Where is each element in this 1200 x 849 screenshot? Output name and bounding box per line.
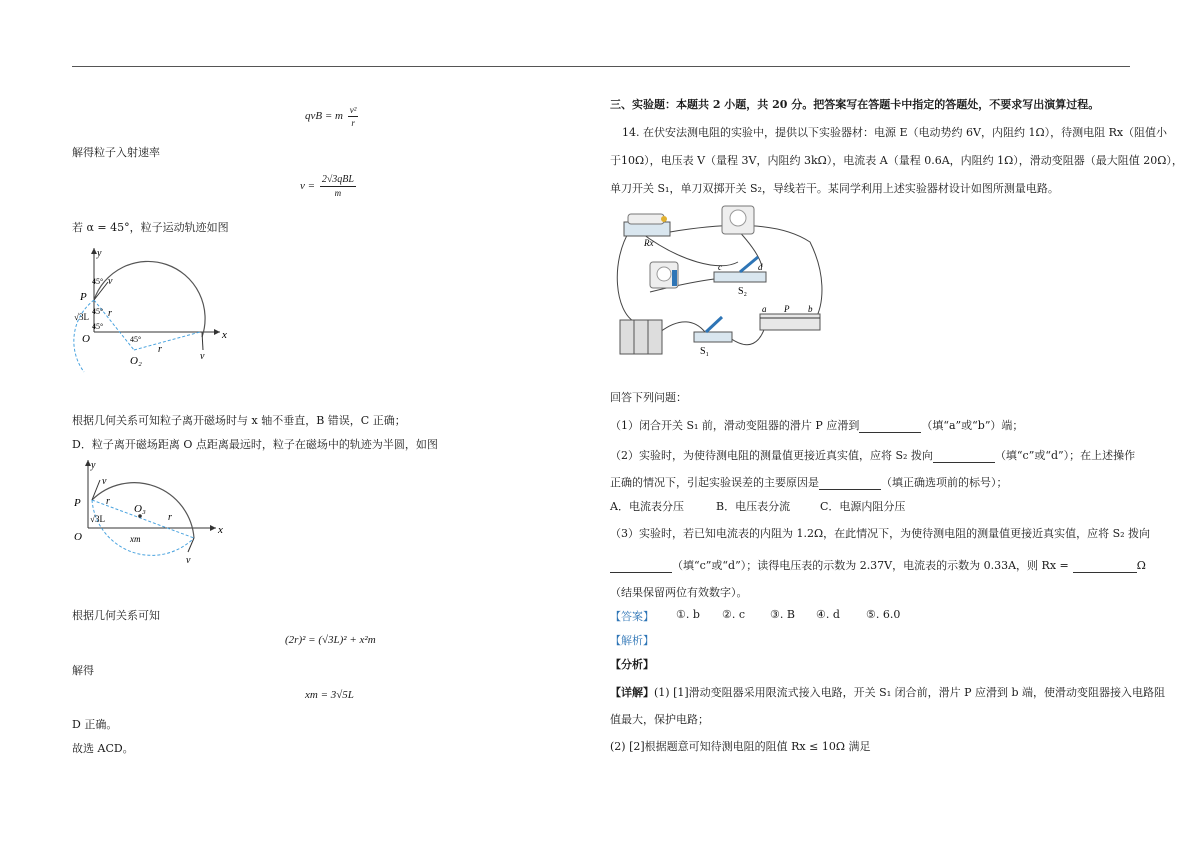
terminal-a-label: a [762,304,767,314]
velocity-label: v [186,555,191,566]
choose-text: 故选 ACD。 [72,742,134,755]
part-3c: （结果保留两位有效数字）。 [610,586,748,599]
x-axis-label: x [222,329,227,341]
blank-3[interactable] [819,489,881,490]
angle-45-mid: 45° [92,307,104,316]
solve-2-text: 解得 [72,664,94,677]
y-axis-label: y [97,248,102,259]
velocity-label-top: v [102,476,107,487]
velocity-label: v [200,351,205,362]
blank-1[interactable] [859,432,921,433]
terminal-b-label: b [808,304,813,314]
trajectory-diagram-semicircle [70,456,230,581]
answer-5: ⑤. 6.0 [866,608,901,621]
slider-p-label: P [784,304,790,314]
header-rule [72,66,1130,67]
terminal-c-label: c [718,262,722,272]
xm-label: xm [130,534,141,544]
terminal-d-label: d [758,262,763,272]
origin-label: O [82,333,90,345]
section-heading: 三、实验题：本题共 2 小题，共 20 分。把答案写在答题卡中指定的答题处，不要求写出演算过程。 [610,98,1100,111]
part-1: （1）闭合开关 S₁ 前，滑动变阻器的滑片 P 应滑到 （填“a”或“b”）端； [610,419,1024,432]
geometry-2-text: 根据几何关系可知 [72,609,160,622]
x-axis-label: x [218,524,223,536]
solve-velocity-text: 解得粒子入射速率 [72,146,160,159]
answer-2: ②. c [722,608,746,621]
part-2a: （2）实验时，为使待测电阻的测量值更接近真实值，应将 S₂ 拨向 （填“c”或“d”）；在上述操作 [610,449,1136,462]
geometry-b-text: 根据几何关系可知粒子离开磁场时与 x 轴不垂直，B 错误，C 正确； [72,414,406,427]
origin-label: O [74,531,82,543]
radius-label: r [108,308,112,319]
q14-line1: 14. 在伏安法测电阻的实验中，提供以下实验器材：电源 E（电动势约 6V，内阻约 1Ω），待测电阻 Rx（阻值小 [622,126,1168,139]
trajectory-diagram-45 [70,242,240,377]
velocity-label-top: v [108,276,113,287]
option-b: B．电压表分流 [716,500,791,513]
blank-2[interactable] [933,462,995,463]
answer-label: 【答案】 [610,610,654,623]
s1-label: S₁ [700,346,710,357]
part-3b: （填“c”或“d”）；读得电压表的示数为 2.37V，电流表的示数为 0.33A，则 Rx = Ω [610,557,1146,573]
angle-45-o2: 45° [130,335,142,344]
answer-4: ④. d [816,608,840,621]
angle-45-top: 45° [92,277,104,286]
center-o3-label: O₃ [134,503,146,515]
center-o2-label: O₂ [130,355,142,367]
fenxi-label: 【分析】 [610,658,654,671]
answer-1: ①. b [676,608,700,621]
radius-label: r [106,496,110,507]
angle-45-low: 45° [92,322,104,331]
d-correct-text: D 正确。 [72,718,118,731]
rx-label: Rx [644,238,654,248]
equation-4: xm = 3√5L [305,689,354,701]
q14-line3: 单刀开关 S₁，单刀双掷开关 S₂，导线若干。某同学利用上述实验器材设计如图所测量电路。 [610,182,1059,195]
xiangjie-line3: (2) [2]根据题意可知待测电阻的阻值 Rx ≤ 10Ω 满足 [610,740,871,753]
equation-3: (2r)² = (√3L)² + x²m [285,634,376,646]
radius-label-2: r [158,344,162,355]
y-axis-label: y [91,460,96,471]
option-c: C．电源内阻分压 [820,500,906,513]
xiangjie-line2: 值最大，保护电路； [610,713,709,726]
equation-1: qvB = m $\frac{\text{v²}}{r}$ [305,105,357,128]
part-3a: （3）实验时，若已知电流表的内阻为 1.2Ω，在此情况下，为使待测电阻的测量值更接近真实值，应将 S₂ 拨向 [610,527,1151,540]
sqrt3l-label: √3L [90,514,105,524]
sqrt3l-label: √3L [74,312,89,322]
part-2b: 正确的情况下，引起实验误差的主要原因是 （填正确选项前的标号）； [610,476,1008,489]
point-p-label: P [74,497,81,509]
answer-3: ③. B [770,608,795,621]
blank-5[interactable] [1073,572,1137,573]
radius-label-2: r [168,512,172,523]
equation-2: v = $\frac{\text{2√3qBL}}{m}$ [300,174,354,198]
blank-4[interactable] [610,572,672,573]
q14-line2: 于10Ω），电压表 V（量程 3V，内阻约 3kΩ），电流表 A（量程 0.6A，内阻约 1Ω），滑动变阻器（最大阻值 20Ω）， [610,154,1183,167]
s2-label: S₂ [738,286,748,297]
xiangjie-line1: 【详解】(1) [1]滑动变阻器采用限流式接入电路，开关 S₁ 闭合前，滑片 P 应滑到 b 端，使滑动变阻器接入电路阻 [610,686,1166,699]
circuit-diagram [610,202,830,362]
answer-intro: 回答下列问题： [610,391,687,404]
alpha-45-text: 若 α = 45°，粒子运动轨迹如图 [72,221,229,234]
point-p-label: P [80,291,87,303]
analysis-label: 【解析】 [610,634,654,647]
option-d-text: D．粒子离开磁场距离 O 点距离最远时，粒子在磁场中的轨迹为半圆，如图 [72,438,438,451]
option-a: A．电流表分压 [610,500,684,513]
